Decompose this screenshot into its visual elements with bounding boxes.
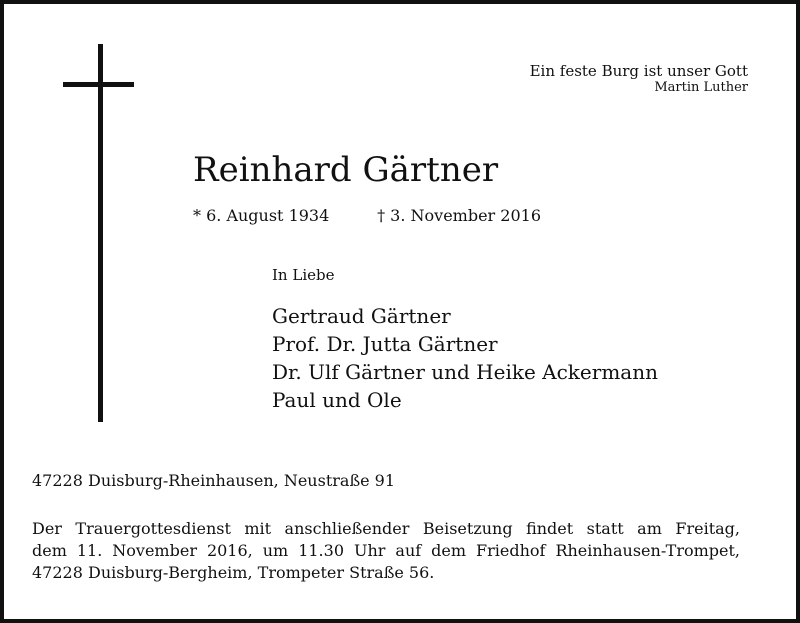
quote-author: Martin Luther	[654, 80, 748, 95]
life-dates	[193, 205, 541, 227]
quote-text: Ein feste Burg ist unser Gott	[529, 62, 748, 80]
deceased-name: Reinhard Gärtner	[193, 150, 499, 190]
in-love-label: In Liebe	[272, 266, 335, 284]
death-date: † 3. November 2016	[377, 206, 542, 225]
family-address: 47228 Duisburg-Rheinhausen, Neustraße 91	[32, 471, 396, 490]
mourner-name: Prof. Dr. Jutta Gärtner	[272, 332, 498, 356]
cross-icon-vertical-bar	[98, 44, 103, 422]
mourner-name: Gertraud Gärtner	[272, 304, 451, 328]
service-line: dem 11. November 2016, um 11.30 Uhr auf dem Friedhof Rheinhausen-Trompet,	[32, 541, 740, 560]
mourners-list	[272, 302, 658, 414]
birth-date: * 6. August 1934	[193, 206, 330, 225]
quote-block	[530, 62, 748, 96]
funeral-service-notice	[32, 518, 740, 584]
cross-icon-horizontal-bar	[63, 82, 134, 87]
service-line: 47228 Duisburg-Bergheim, Trompeter Straße 56.	[32, 563, 435, 582]
service-line: Der Trauergottesdienst mit anschließender Beisetzung findet statt am Freitag,	[32, 519, 740, 538]
mourner-name: Dr. Ulf Gärtner und Heike Ackermann	[272, 360, 658, 384]
mourner-name: Paul und Ole	[272, 388, 402, 412]
